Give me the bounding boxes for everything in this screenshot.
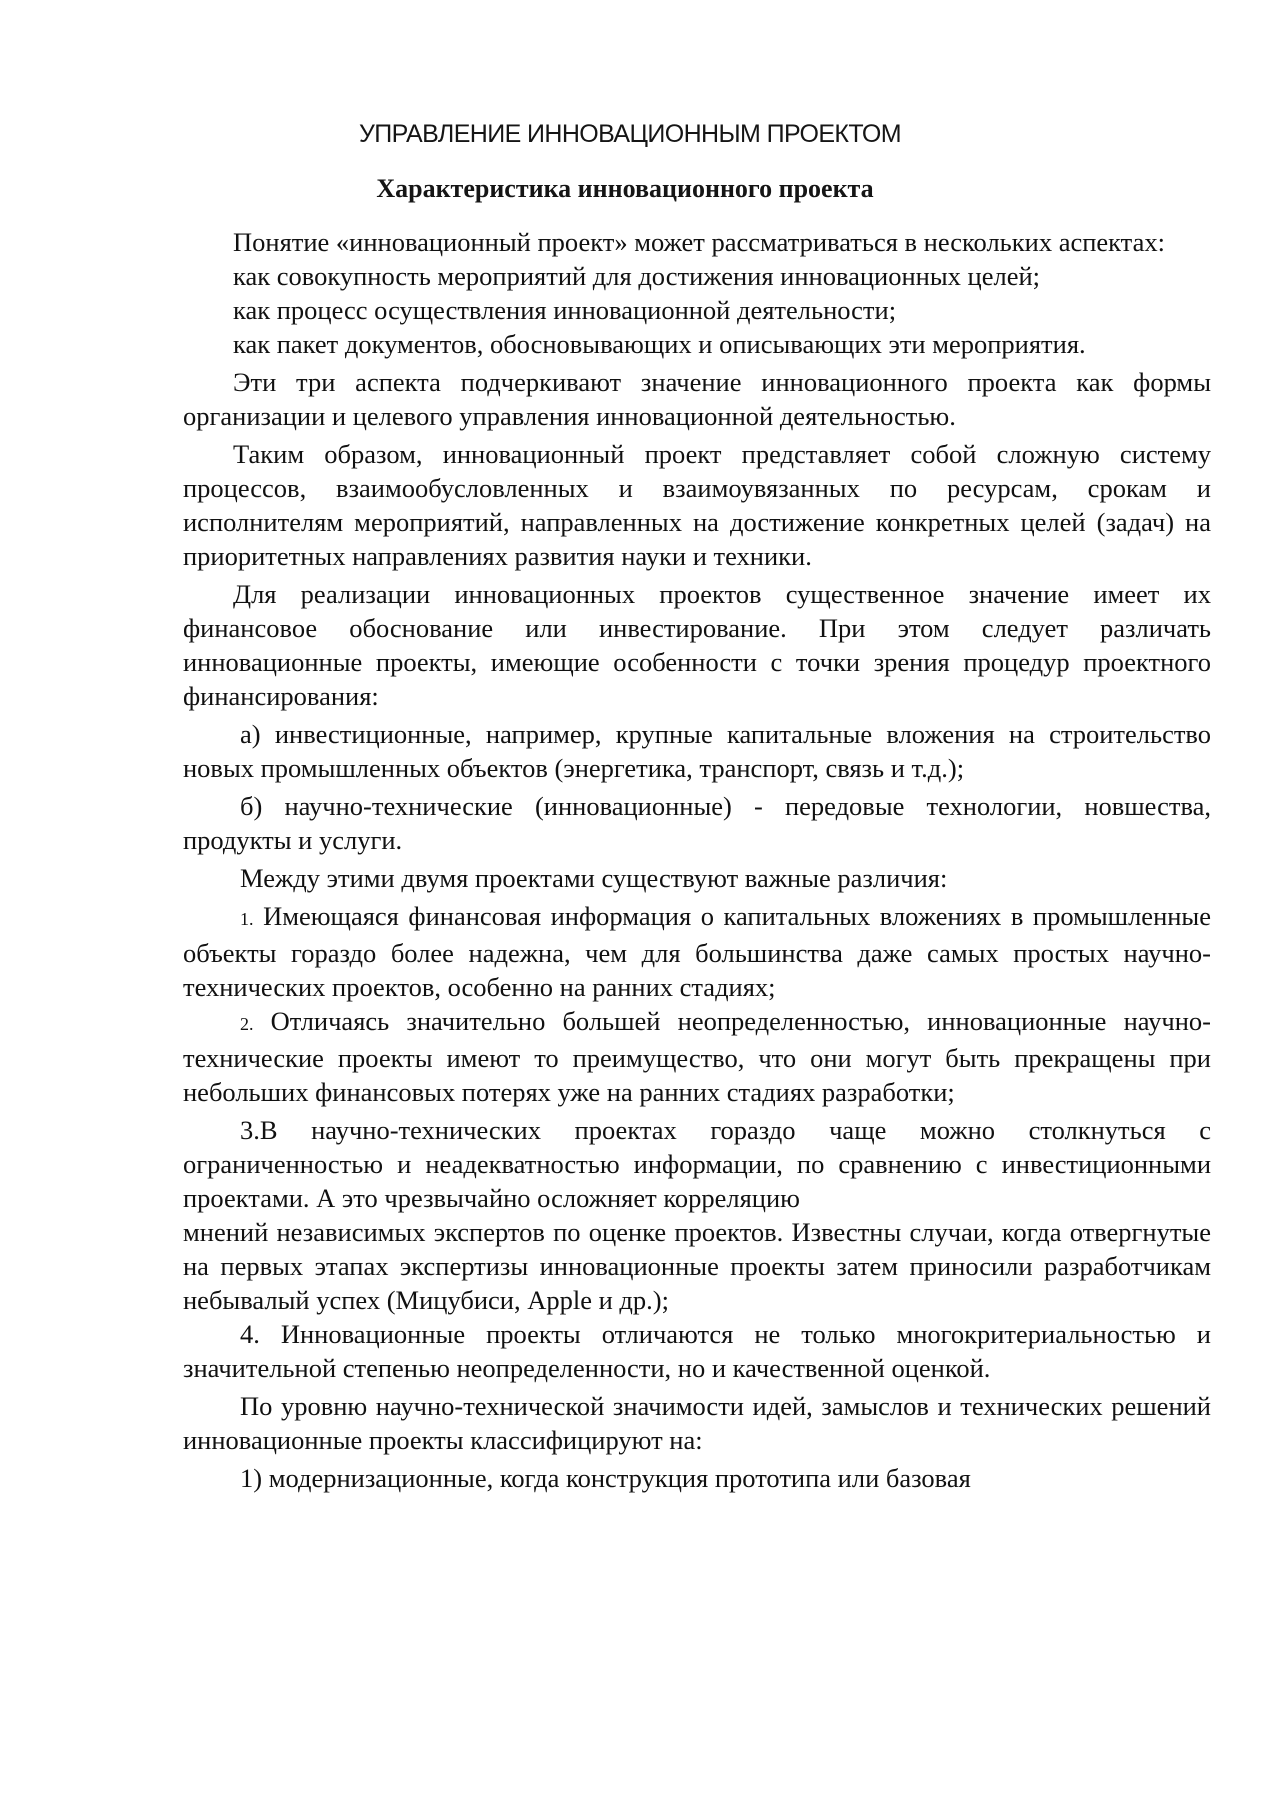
classification-item-1 xyxy=(183,1461,1211,1495)
page-title: УПРАВЛЕНИЕ ИННОВАЦИОННЫМ ПРОЕКТОМ xyxy=(358,120,901,148)
list-item-text: инвестиционные, например, крупные капитальные вложения на строительство новых промышленных объектов (энергетика, транспорт, связь и т.д.); xyxy=(183,719,1212,783)
document-body xyxy=(183,225,1211,1495)
difference-item-2 xyxy=(183,1004,1211,1109)
list-marker: 2. xyxy=(240,1014,254,1034)
list-item-text: модернизационные, когда конструкция прототипа или базовая xyxy=(268,1463,971,1493)
paragraph-financing: Для реализации инновационных проектов существенное значение имеет их финансовое обоснование или инвестирование. При этом следует различать инновационные проекты, имеющие особенности с точки зрения процедур проектного финансирования: xyxy=(183,579,1211,711)
list-item-text: Отличаясь значительно большей неопределенностью, инновационные научно-технические проекты имеют то преимущество, что они могут быть прекращены при небольших финансовых потерях уже на ранних стадиях разработки; xyxy=(183,1006,1211,1107)
paragraph-definition: Таким образом, инновационный проект представляет собой сложную систему процессов, взаимообусловленных и взаимоувязанных по ресурсам, срокам и исполнителям мероприятий, направленных на достижение конкретных целей (задач) на приоритетных направлениях развития науки и техники. xyxy=(183,439,1211,571)
paragraph-intro: Понятие «инновационный проект» может рассматриваться в нескольких аспектах: xyxy=(233,227,1165,257)
aspect-item-3: как пакет документов, обосновывающих и описывающих эти мероприятия. xyxy=(233,329,1086,359)
aspect-item-1: как совокупность мероприятий для достижения инновационных целей; xyxy=(233,261,1040,291)
list-marker: 1. xyxy=(240,909,254,929)
list-item-text: научно-технические (инновационные) - передовые технологии, новшества, продукты и услуги. xyxy=(183,791,1211,855)
project-type-a xyxy=(183,717,1211,785)
section-heading: Характеристика инновационного проекта xyxy=(376,174,874,203)
list-marker: б) xyxy=(240,791,263,821)
project-type-b xyxy=(183,789,1211,857)
difference-item-4 xyxy=(183,1317,1211,1385)
difference-item-3-continued: мнений независимых экспертов по оценке проектов. Известны случаи, когда отвергнутые на первых этапах экспертизы инновационные проекты затем приносили разработчикам небывалый успех (Мицубиси, Apple и др.); xyxy=(183,1217,1211,1315)
paragraph-differences-intro: Между этими двумя проектами существуют важные различия: xyxy=(240,863,948,893)
list-item-text: Имеющаяся финансовая информация о капитальных вложениях в промышленные объекты гораздо более надежна, чем для большинства даже самых простых научно-технических проектов, особенно на ранних стадиях; xyxy=(183,901,1212,1002)
difference-item-1 xyxy=(183,899,1211,1004)
paragraph-classification: По уровню научно-технической значимости идей, замыслов и технических решений инновационные проекты классифицируют на: xyxy=(183,1391,1211,1455)
list-marker: а) xyxy=(240,719,261,749)
list-marker: 4. xyxy=(240,1319,260,1349)
difference-item-3 xyxy=(183,1113,1211,1215)
list-marker: 3. xyxy=(240,1115,260,1145)
paragraph-aspects-summary: Эти три аспекта подчеркивают значение инновационного проекта как формы организации и целевого управления инновационной деятельностью. xyxy=(183,367,1211,431)
list-marker: 1) xyxy=(240,1463,263,1493)
aspect-item-2: как процесс осуществления инновационной деятельности; xyxy=(233,295,897,325)
list-item-text: Инновационные проекты отличаются не только многокритериальностью и значительной степенью неопределенности, но и качественной оценкой. xyxy=(183,1319,1211,1383)
list-item-text: В научно-технических проектах гораздо чаще можно столкнуться с ограниченностью и неадекватностью информации, по сравнению с инвестиционными проектами. А это чрезвычайно осложняет корреляцию xyxy=(183,1115,1211,1213)
